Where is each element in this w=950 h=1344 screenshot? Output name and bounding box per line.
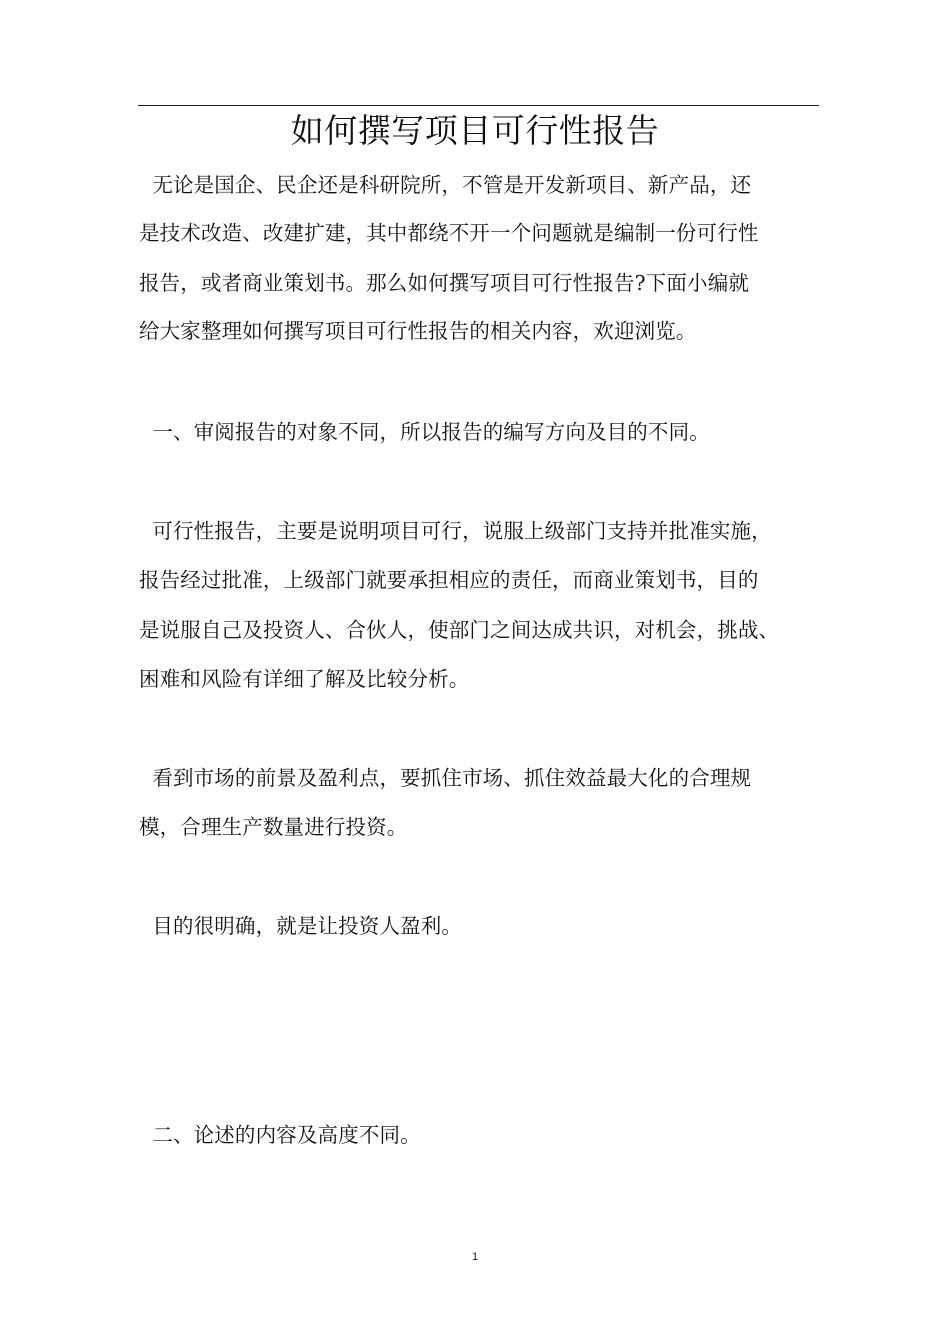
paragraph-1-line-1: 可行性报告，主要是说明项目可行，说服上级部门支持并批准实施，	[139, 519, 772, 543]
paragraph-2-line-1: 看到市场的前景及盈利点，要抓住市场、抓住效益最大化的合理规	[139, 766, 752, 790]
intro-line-2: 是技术改造、改建扩建，其中都绕不开一个问题就是编制一份可行性	[139, 221, 759, 245]
document-title: 如何撰写项目可行性报告	[290, 111, 660, 150]
section-heading-1: 一、审阅报告的对象不同，所以报告的编写方向及目的不同。	[139, 420, 710, 444]
paragraph-1-line-4: 困难和风险有详细了解及比较分析。	[139, 667, 470, 691]
page-number: 1	[471, 1251, 479, 1263]
header-rule	[138, 105, 819, 106]
paragraph-2-line-2: 模，合理生产数量进行投资。	[139, 815, 408, 839]
paragraph-1-line-3: 是说服自己及投资人、合伙人，使部门之间达成共识，对机会，挑战、	[139, 618, 780, 642]
paragraph-3: 目的很明确，就是让投资人盈利。	[139, 914, 463, 938]
intro-line-4: 给大家整理如何撰写项目可行性报告的相关内容，欢迎浏览。	[139, 319, 697, 343]
section-heading-2: 二、论述的内容及高度不同。	[139, 1123, 421, 1147]
intro-line-3: 报告，或者商业策划书。那么如何撰写项目可行性报告?下面小编就	[139, 271, 749, 295]
paragraph-1-line-2: 报告经过批准，上级部门就要承担相应的责任，而商业策划书，目的	[139, 568, 759, 592]
intro-line-1: 无论是国企、民企还是科研院所，不管是开发新项目、新产品，还	[139, 173, 752, 197]
